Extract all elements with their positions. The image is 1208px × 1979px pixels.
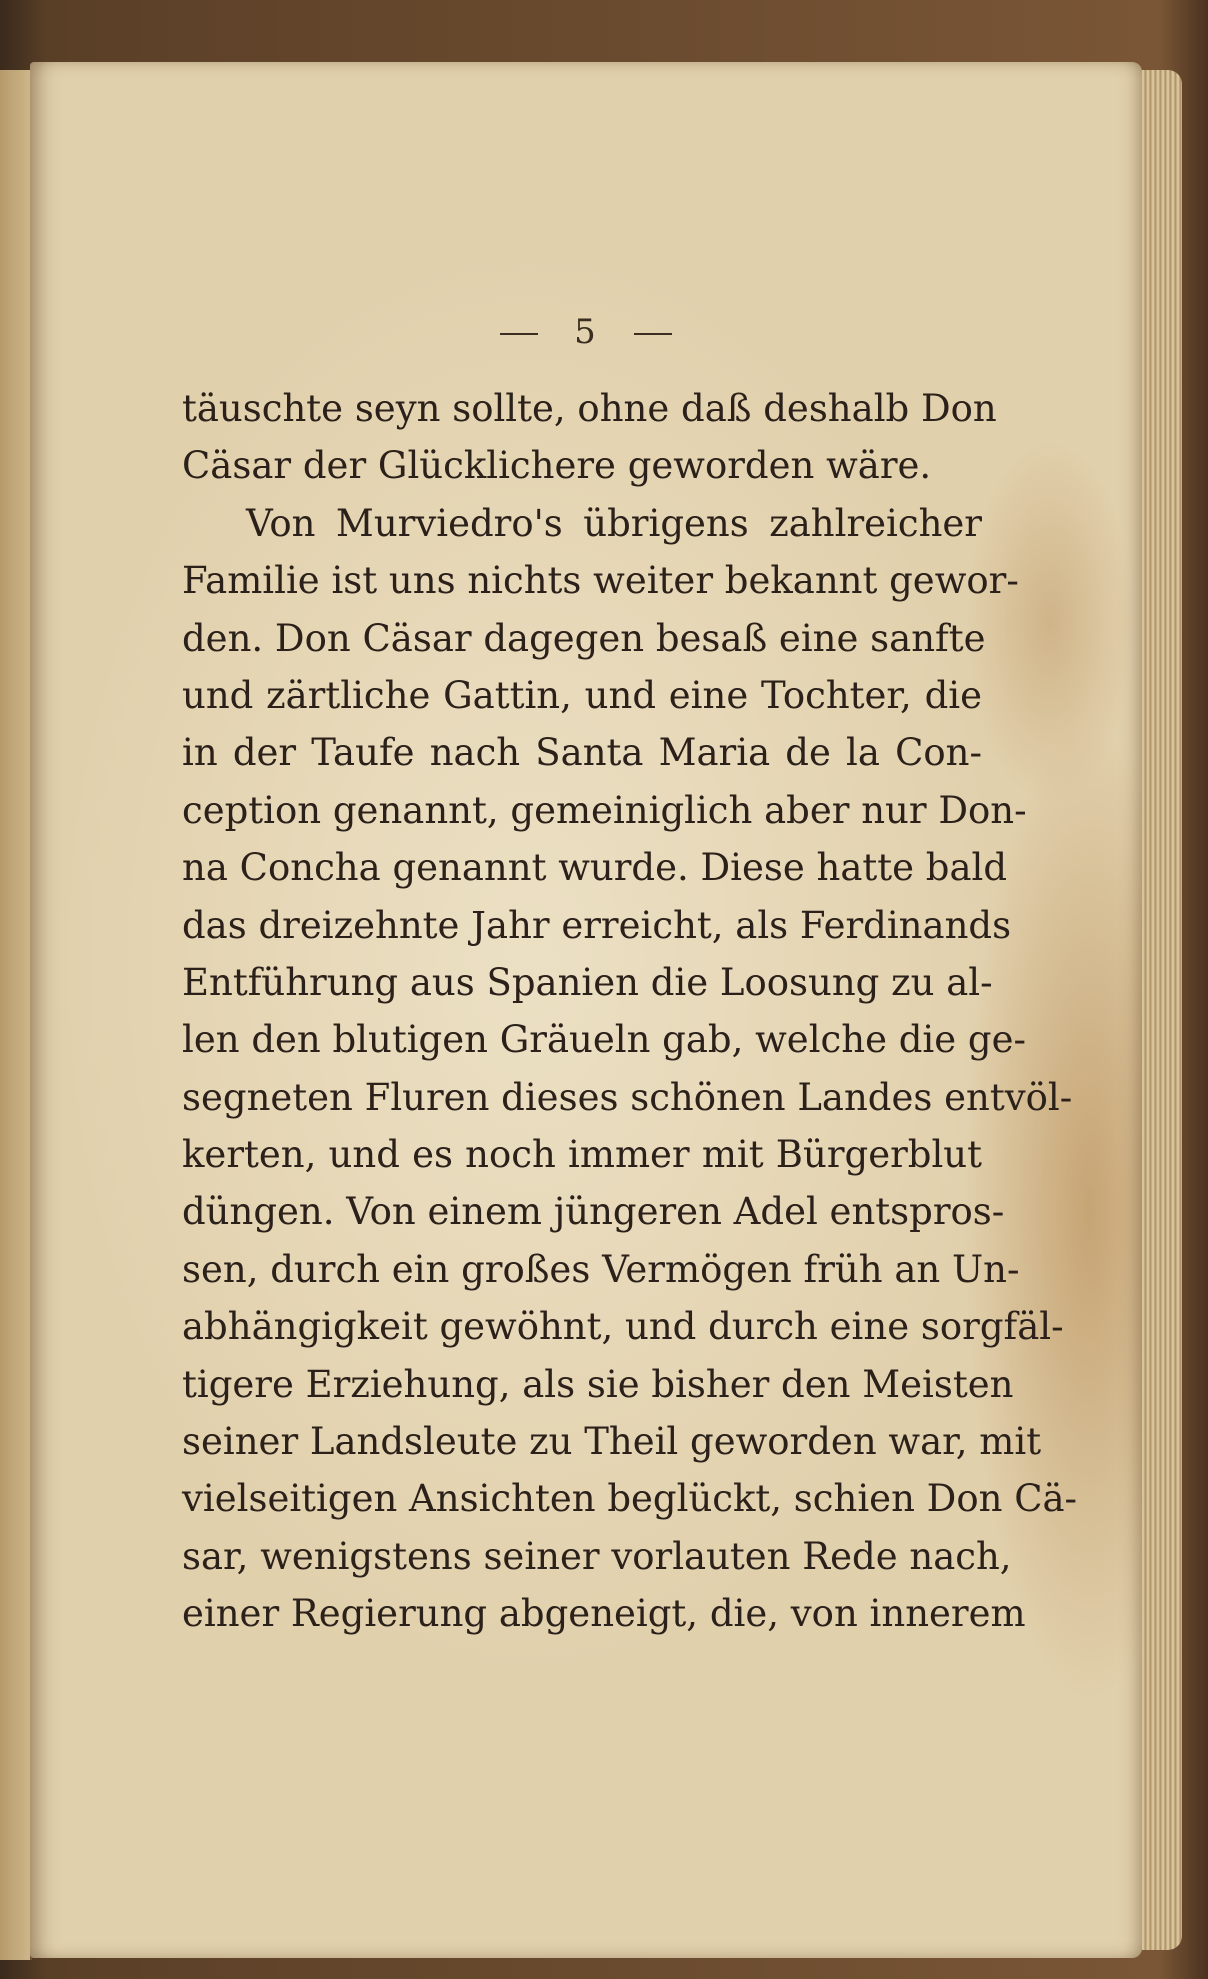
text-line-6: und zärtliche Gattin, und eine Tochter, die [182,673,982,717]
text-line-22: einer Regierung abgeneigt, die, von innerem [182,1592,1026,1636]
text-line-18: tigere Erziehung, als sie bisher den Meisten [182,1362,1014,1406]
text-line-17: abhängigkeit gewöhnt, und durch eine sorgfäl- [182,1305,1064,1349]
facing-page-edge [0,70,32,1960]
header-dash-left [500,333,538,335]
text-line-21: sar, wenigstens seiner vorlauten Rede nach, [182,1534,1012,1578]
text-line-7: in der Taufe nach Santa Maria de la Con- [182,731,982,775]
page-number: 5 [574,312,598,352]
text-line-16: sen, durch ein großes Vermögen früh an Un- [182,1247,1020,1291]
text-line-5: den. Don Cäsar dagegen besaß eine sanfte [182,616,986,660]
text-line-9: na Concha genannt wurde. Diese hatte bald [182,846,1008,890]
text-line-10: das dreizehnte Jahr erreicht, als Ferdinands [182,903,1012,947]
text-line-1: täuschte seyn sollte, ohne daß deshalb Don [182,387,997,430]
text-line-3: Von Murviedro's übrigens zahlreicher [246,501,982,545]
text-line-14: kerten, und es noch immer mit Bürgerblut [182,1133,982,1177]
page-stack-edge [1142,70,1182,1950]
book-page [30,62,1142,1958]
text-line-15: düngen. Von einem jüngeren Adel entspros- [182,1190,1005,1234]
page-header [30,312,1142,352]
text-line-12: len den blutigen Gräueln gab, welche die ge- [182,1018,1026,1062]
header-dash-right [634,333,672,335]
text-line-8: ception genannt, gemeiniglich aber nur Don- [182,788,1027,832]
text-line-11: Entführung aus Spanien die Loosung zu al- [182,960,993,1004]
text-line-13: segneten Fluren dieses schönen Landes entvöl- [182,1075,1073,1119]
text-line-4: Familie ist uns nichts weiter bekannt gewor- [182,559,1019,603]
text-line-2: Cäsar der Glücklichere geworden wäre. [182,444,932,488]
text-line-19: seiner Landsleute zu Theil geworden war, mit [182,1420,1042,1464]
text-line-20: vielseitigen Ansichten beglückt, schien Don Cä- [182,1477,1078,1521]
body-text [182,380,1078,1643]
